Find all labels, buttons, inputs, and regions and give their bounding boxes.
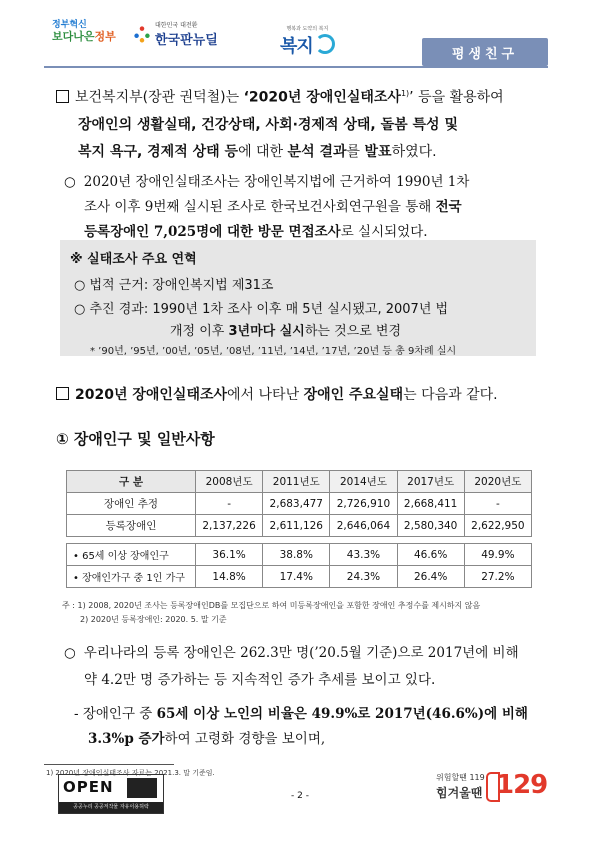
table-cell: 2,726,910	[330, 493, 397, 515]
survey-description	[64, 170, 544, 245]
table-row	[67, 566, 532, 588]
aging-paragraph	[74, 702, 548, 752]
bullet1-bold: 등록장애인 7,025명에 대한 방문 면접조사	[84, 224, 341, 240]
table-cell: 49.9%	[464, 544, 531, 566]
progress-history-cont	[170, 320, 401, 339]
intro-text: 하였다.	[391, 143, 437, 160]
table-cell: 46.6%	[397, 544, 464, 566]
table-cell: 등록장애인	[67, 515, 196, 537]
summary-text: 는 다음과 같다.	[403, 387, 498, 403]
intro-text: ’ 등을 활용하여	[409, 89, 504, 106]
bokji-big-text	[280, 32, 335, 58]
table-cell: 장애인 추정	[67, 493, 196, 515]
table-header: 2014년도	[330, 471, 397, 493]
bullet2-line-2: 약 4.2만 명 증가하는 등 지속적인 증가 추세를 보이고 있다.	[84, 672, 436, 688]
table-cell: 24.3%	[330, 566, 397, 588]
bullet1-bold: 전국	[435, 199, 462, 215]
history-title: ※ 실태조사 주요 연혁	[70, 252, 197, 267]
table-cell: 14.8%	[196, 566, 263, 588]
table-cell: • 65세 이상 장애인구	[67, 544, 196, 566]
hotline-bottom-text: 힘겨울땐	[436, 786, 483, 800]
hotline-number: 129	[496, 770, 548, 800]
table-cell: -	[196, 493, 263, 515]
table-header: 2008년도	[196, 471, 263, 493]
intro-line-3	[56, 139, 548, 166]
summary-bold: 장애인 주요실태	[303, 387, 404, 403]
open-text: OPEN	[63, 778, 114, 796]
intro-line-1	[56, 80, 548, 112]
table-note-2: 2) 2020년 등록장애인: 2020. 5. 말 기준	[80, 615, 227, 624]
dash-line-1	[74, 702, 548, 727]
dash-text: - 장애인구 중	[74, 706, 157, 722]
table-cell: • 장애인가구 중 1인 가구	[67, 566, 196, 588]
survey-history-box	[60, 240, 536, 356]
intro-text: 보건복지부(장관 권덕철)는	[75, 89, 244, 106]
table-cell: -	[464, 493, 531, 515]
bullet2-text: 우리나라의 등록 장애인은 262.3만 명(’20.5월 기준)으로 2017년에 비해	[83, 645, 519, 661]
table-cell: 43.3%	[330, 544, 397, 566]
progress-history: ○ 추진 경과: 1990년 1차 조사 이후 매 5년 실시됐고, 2007년 법	[74, 302, 449, 317]
history-text: 하는 것으로 변경	[304, 324, 402, 339]
table-spacer	[67, 537, 532, 544]
intro-line-2: 장애인의 생활실태, 건강상태, 사회·경제적 상태, 돌봄 특성 및	[78, 116, 458, 133]
newdeal-big-text: 한국판뉴딜	[155, 33, 218, 48]
new-deal-logo	[133, 20, 218, 48]
survey-years-note: * ’90년, ’95년, ’00년, ’05년, ’08년, ’11년, ’14년, ’17년, ’20년 등 총 9차례 실시	[90, 346, 457, 357]
table-cell: 2,580,340	[397, 515, 464, 537]
square-bullet-icon	[56, 90, 69, 103]
intro-paragraph	[56, 80, 548, 166]
table-cell: 2,646,064	[330, 515, 397, 537]
section-heading: ① 장애인구 및 일반사항	[56, 430, 215, 448]
bullet1-text: 2020년 장애인실태조사는 장애인복지법에 근거하여 1990년 1차	[83, 174, 470, 190]
intro-text: 에 대한	[238, 143, 288, 160]
gov-logo-text-b: 정부	[94, 30, 116, 43]
summary-bold: 2020년 장애인실태조사	[75, 387, 228, 403]
table-cell: 26.4%	[397, 566, 464, 588]
dash-bold: 65세 이상 노인의 비율은 49.9%로 2017년(46.6%)에 비해	[156, 706, 528, 722]
table-header-row	[67, 471, 532, 493]
table-cell: 38.8%	[263, 544, 330, 566]
table-header: 2011년도	[263, 471, 330, 493]
table-cell: 2,668,411	[397, 493, 464, 515]
disability-population-table	[66, 470, 532, 588]
bullet1-text: 로 실시되었다.	[340, 224, 428, 240]
intro-bold: 분석 결과	[287, 143, 347, 160]
dash-text: 하여 고령화 경향을 보이며,	[164, 731, 326, 747]
header-divider	[44, 66, 548, 68]
table-row	[67, 544, 532, 566]
summary-line	[56, 384, 498, 404]
table-row	[67, 515, 532, 537]
intro-text: 를	[346, 143, 365, 160]
gov-logo-line2	[52, 31, 116, 42]
attribution-icon	[127, 778, 157, 798]
table-header: 2020년도	[464, 471, 531, 493]
bokji-circle-icon	[315, 34, 335, 54]
bullet1-text: 조사 이후 9번째 실시된 조사로 한국보건사회연구원을 통해	[84, 199, 436, 215]
table-cell: 2,622,950	[464, 515, 531, 537]
bullet2-line-1	[64, 640, 548, 667]
newdeal-small-text: 대한민국 대전환	[155, 22, 198, 29]
legal-basis: ○ 법적 근거: 장애인복지법 제31조	[74, 278, 274, 293]
dash-bold: 3.3%p 증가	[88, 731, 165, 747]
bullet1-line-1	[64, 170, 544, 195]
circle-bullet-icon: ○	[64, 645, 76, 661]
open-subtext: 공공누리 공공저작물 자유이용허락	[59, 802, 163, 813]
gov-logo-text-a: 보다나은	[52, 30, 95, 43]
bokji-logo	[280, 25, 335, 58]
summary-text: 에서 나타난	[227, 387, 304, 403]
table-note-1: 주 : 1) 2008, 2020년 조사는 등록장애인DB를 모집단으로 하여 미등록장애인을 포함한 장애인 추정수를 제시하지 않음	[62, 601, 481, 610]
gov-innovation-logo	[52, 20, 116, 42]
table-cell: 36.1%	[196, 544, 263, 566]
dash-line-2	[74, 727, 548, 752]
bullet1-line-2	[64, 195, 544, 220]
bokji-small-text: 행복과 도약의 복지	[286, 26, 329, 32]
table-header: 구 분	[67, 471, 196, 493]
history-text: 개정 이후	[170, 324, 229, 339]
page-number: - 2 -	[291, 791, 309, 801]
table-cell: 27.2%	[464, 566, 531, 588]
footnote-ref: 1)	[400, 89, 410, 98]
footnote: 1) 2020년 장애인실태조사 자료는 2021.3. 말 기준임.	[46, 769, 215, 777]
table-spacer-cell	[67, 537, 532, 544]
table-header: 2017년도	[397, 471, 464, 493]
footnote-divider	[44, 764, 174, 765]
bokji-word: 복지	[280, 36, 313, 57]
survey-name: ‘2020년 장애인실태조사	[243, 89, 401, 106]
hotline-top-text: 위험할땐 119	[436, 773, 485, 782]
square-bullet-icon	[56, 387, 69, 400]
history-bold: 3년마다 실시	[228, 324, 305, 339]
table-cell: 17.4%	[263, 566, 330, 588]
gov-logo-line1: 정부혁신	[52, 20, 87, 30]
registered-count-paragraph	[64, 640, 548, 694]
circle-bullet-icon: ○	[64, 174, 76, 190]
intro-bold: 복지 욕구, 경제적 상태 등	[78, 143, 239, 160]
kogl-open-badge	[58, 774, 164, 814]
table-cell: 2,611,126	[263, 515, 330, 537]
table-row	[67, 493, 532, 515]
lifelong-friend-tag: 평생친구	[422, 38, 548, 66]
table-cell: 2,137,226	[196, 515, 263, 537]
newdeal-mark-icon	[133, 25, 151, 43]
table-cell: 2,683,477	[263, 493, 330, 515]
intro-bold: 발표	[364, 143, 392, 160]
